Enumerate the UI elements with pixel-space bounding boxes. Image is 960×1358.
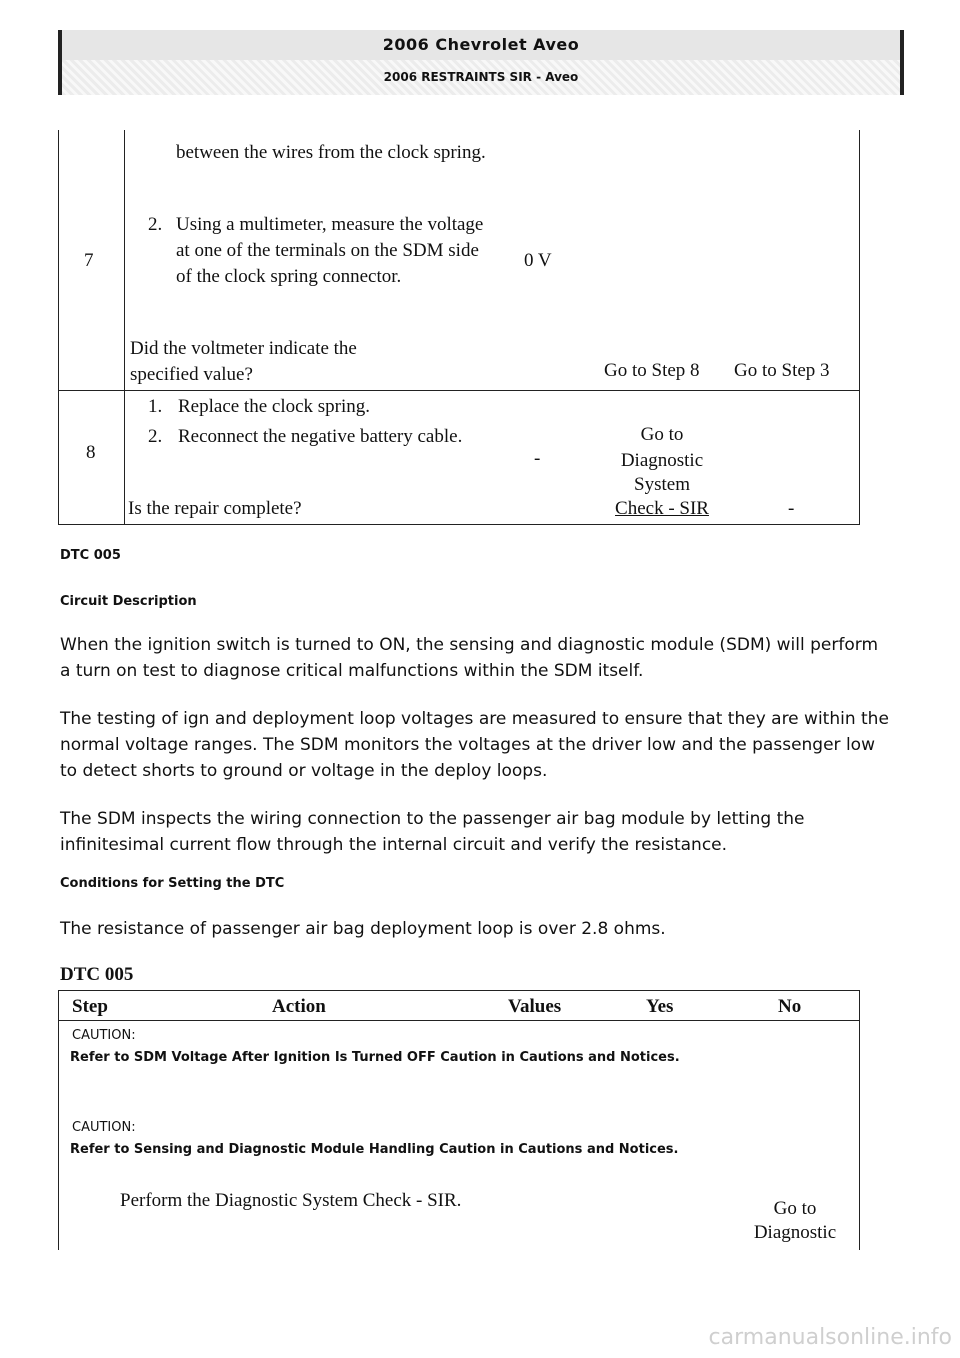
- row8-step: 8: [86, 442, 96, 463]
- document-title: 2006 Chevrolet Aveo: [58, 30, 904, 60]
- col-header-action: Action: [272, 996, 326, 1017]
- dtc-table-header-divider: [58, 1020, 860, 1021]
- row7-action-continued: between the wires from the clock spring.: [176, 142, 486, 163]
- row8-yes-line1: Go to: [640, 424, 684, 445]
- caution1-text: Refer to SDM Voltage After Ignition Is Turned OFF Caution in Cautions and Notices.: [70, 1050, 680, 1065]
- row7-action-item2: Using a multimeter, measure the voltage at one of the terminals on the SDM side of the clock spring connector.: [176, 214, 484, 287]
- dtc-heading: DTC 005: [60, 548, 121, 563]
- row7-step: 7: [84, 250, 94, 271]
- col-header-step: Step: [72, 996, 108, 1017]
- row8-yes-line2: Diagnostic: [620, 450, 704, 471]
- circuit-description-para3: The SDM inspects the wiring connection to the passenger air bag module by letting the infinitesimal current flow through the internal circuit and verify the resistance.: [60, 809, 805, 855]
- top-table-step-divider: [124, 130, 125, 525]
- row8-yes-line3: System: [634, 474, 690, 495]
- col-header-values: Values: [508, 996, 562, 1017]
- row7-value: 0 V: [524, 250, 552, 271]
- watermark: carmanualsonline.info: [708, 1325, 952, 1350]
- row8-item1: Replace the clock spring.: [178, 396, 371, 417]
- row1-action: Perform the Diagnostic System Check - SIR.: [120, 1190, 462, 1211]
- row1-no-line1: Go to: [773, 1198, 817, 1219]
- row8-no: -: [788, 498, 795, 519]
- row8-item2-num: 2.: [148, 426, 163, 447]
- row8-question: Is the repair complete?: [128, 498, 302, 519]
- col-header-no: No: [778, 996, 802, 1017]
- row7-no: Go to Step 3: [734, 360, 830, 381]
- col-header-yes: Yes: [646, 996, 674, 1017]
- top-table-row-divider: [58, 390, 860, 391]
- dtc-table-title: DTC 005: [60, 964, 134, 985]
- caution2-text: Refer to Sensing and Diagnostic Module Handling Caution in Cautions and Notices.: [70, 1142, 679, 1157]
- row8-item2: Reconnect the negative battery cable.: [178, 426, 463, 447]
- conditions-heading: Conditions for Setting the DTC: [60, 876, 285, 891]
- circuit-description-heading: Circuit Description: [60, 594, 197, 609]
- document-subtitle: 2006 RESTRAINTS SIR - Aveo: [58, 60, 904, 95]
- row7-yes: Go to Step 8: [604, 360, 700, 381]
- conditions-para: The resistance of passenger air bag deployment loop is over 2.8 ohms.: [60, 919, 666, 939]
- top-table: [58, 130, 860, 525]
- row8-value: -: [534, 448, 541, 469]
- circuit-description-para1: When the ignition switch is turned to ON, the sensing and diagnostic module (SDM) will perform a turn on test to diagnose critical malfunctions within the SDM itself.: [60, 635, 879, 681]
- row7-action-item2-num: 2.: [148, 214, 163, 235]
- row1-no-line2: Diagnostic: [753, 1222, 837, 1243]
- caution2-label: CAUTION:: [72, 1120, 136, 1135]
- circuit-description-para2: The testing of ign and deployment loop voltages are measured to ensure that they are within the normal voltage ranges. The SDM monitors the voltages at the driver low and the passenger low to detect shorts to ground or voltage in the deploy loops.: [60, 709, 889, 781]
- row7-question: Did the voltmeter indicate the specified value?: [130, 338, 357, 385]
- caution1-label: CAUTION:: [72, 1028, 136, 1043]
- row8-item1-num: 1.: [148, 396, 163, 417]
- top-table-left-border: [58, 130, 59, 525]
- row8-yes-link[interactable]: Check - SIR: [615, 498, 709, 519]
